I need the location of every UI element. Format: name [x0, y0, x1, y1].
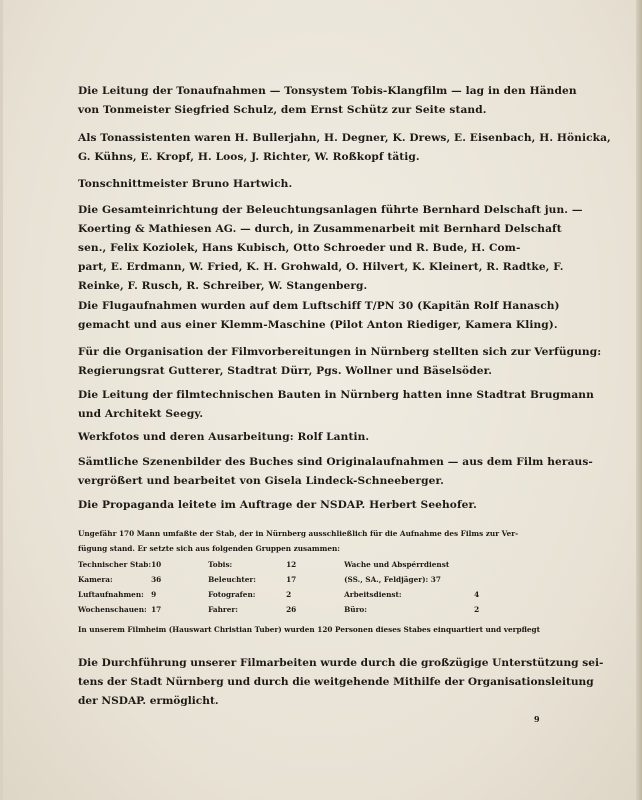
- text-line: Reinke, F. Rusch, R. Schreiber, W. Stangenberg.: [78, 280, 368, 292]
- table-cell: 26: [286, 605, 297, 614]
- table-row: [78, 602, 479, 617]
- paragraph-scene-images: [78, 453, 593, 491]
- paragraph-aerial-shots: [78, 297, 560, 335]
- text-line: Die Flugaufnahmen wurden auf dem Luftschiff T/PN 30 (Kapitän Rolf Hanasch): [78, 300, 560, 312]
- text-line: Für die Organisation der Filmvorbereitungen in Nürnberg stellten sich zur Verfügung:: [78, 346, 602, 358]
- table-cell: 2: [474, 605, 480, 614]
- paragraph-propaganda: [78, 496, 548, 515]
- table-cell: 4: [474, 590, 480, 599]
- paragraph-sound-recording: [78, 82, 577, 120]
- text-line: Die Propaganda leitete im Auftrage der NSDAP. Herbert Seehofer.: [78, 499, 477, 511]
- text-line: Die Gesamteinrichtung der Beleuchtungsanlagen führte Bernhard Delschaft jun. —: [78, 204, 583, 216]
- text-line: Die Durchführung unserer Filmarbeiten wurde durch die großzügige Unterstützung sei-: [78, 657, 604, 669]
- text-line: Die Leitung der Tonaufnahmen — Tonsystem Tobis-Klangfilm — lag in den Händen: [78, 85, 577, 97]
- page-left-edge: [0, 0, 3, 800]
- table-cell: 10: [151, 560, 162, 569]
- paragraph-work-photos: [78, 428, 548, 447]
- table-row: [78, 557, 479, 572]
- table-cell: 36: [151, 575, 162, 584]
- text-line: gemacht und aus einer Klemm-Maschine (Pilot Anton Riediger, Kamera Kling).: [78, 319, 558, 331]
- table-cell: Tobis:: [208, 560, 233, 569]
- table-cell: Wache und Abspérrdienst: [344, 560, 450, 569]
- table-cell: (SS., SA., Feldjäger): 37: [344, 575, 441, 584]
- table-row: [78, 572, 479, 587]
- page-right-edge: [636, 0, 642, 800]
- staff-outro: [78, 622, 548, 637]
- table-cell: Fotografen:: [208, 590, 256, 599]
- text-line: und Architekt Seegy.: [78, 408, 204, 420]
- table-cell: 9: [151, 590, 157, 599]
- table-cell: 12: [286, 560, 297, 569]
- table-row: [78, 587, 479, 602]
- text-line: der NSDAP. ermöglicht.: [78, 695, 219, 707]
- table-cell: Fahrer:: [208, 605, 238, 614]
- text-line: In unserem Filmheim (Hauswart Christian Tuber) wurden 120 Personen dieses Stabes einquartiert und verpflegt: [78, 625, 541, 634]
- closing-paragraph: [78, 654, 604, 711]
- text-line: tens der Stadt Nürnberg und durch die weitgehende Mithilfe der Organisationsleitung: [78, 676, 594, 688]
- text-line: vergrößert und bearbeitet von Gisela Lindeck-Schneeberger.: [78, 475, 444, 487]
- paragraph-sound-editor: [78, 175, 548, 194]
- table-cell: 2: [286, 590, 292, 599]
- staff-table: [78, 557, 479, 617]
- table-cell: [449, 572, 479, 587]
- text-line: part, E. Erdmann, W. Fried, K. H. Grohwald, O. Hilvert, K. Kleinert, R. Radtke, F.: [78, 261, 564, 273]
- text-line: Ungefähr 170 Mann umfaßte der Stab, der in Nürnberg ausschließlich für die Aufnahme des Films zur Ver-: [78, 529, 519, 538]
- text-line: sen., Felix Koziolek, Hans Kubisch, Otto Schroeder und R. Bude, H. Com-: [78, 242, 521, 254]
- paragraph-film-construction: [78, 386, 594, 424]
- table-cell: Arbeitsdienst:: [344, 590, 402, 599]
- table-cell: Beleuchter:: [208, 575, 256, 584]
- table-cell: Luftaufnahmen:: [78, 590, 144, 599]
- paragraph-organisation: [78, 343, 602, 381]
- paragraph-sound-assistants: [78, 129, 611, 167]
- table-cell: [449, 557, 479, 572]
- paragraph-lighting: [78, 201, 583, 296]
- table-cell: Kamera:: [78, 575, 113, 584]
- text-line: Sämtliche Szenenbilder des Buches sind Originalaufnahmen — aus dem Film heraus-: [78, 456, 593, 468]
- text-line: G. Kühns, E. Kropf, H. Loos, J. Richter, W. Roßkopf tätig.: [78, 151, 420, 163]
- table-cell: Technischer Stab:: [78, 560, 152, 569]
- text-line: von Tonmeister Siegfried Schulz, dem Ernst Schütz zur Seite stand.: [78, 104, 487, 116]
- text-line: Die Leitung der filmtechnischen Bauten in Nürnberg hatten inne Stadtrat Brugmann: [78, 389, 594, 401]
- table-cell: Büro:: [344, 605, 367, 614]
- text-line: Regierungsrat Gutterer, Stadtrat Dürr, Pgs. Wollner und Bäselsöder.: [78, 365, 493, 377]
- text-line: Tonschnittmeister Bruno Hartwich.: [78, 178, 293, 190]
- text-line: Als Tonassistenten waren H. Bullerjahn, H. Degner, K. Drews, E. Eisenbach, H. Hönicka,: [78, 132, 611, 144]
- text-line: Koerting & Mathiesen AG. — durch, in Zusammenarbeit mit Bernhard Delschaft: [78, 223, 562, 235]
- text-line: fügung stand. Er setzte sich aus folgenden Gruppen zusammen:: [78, 544, 340, 553]
- table-cell: 17: [151, 605, 162, 614]
- page-number: 9: [534, 714, 540, 724]
- staff-intro: [78, 526, 548, 556]
- table-cell: Wochenschauen:: [78, 605, 147, 614]
- text-line: Werkfotos und deren Ausarbeitung: Rolf Lantin.: [78, 431, 370, 443]
- table-cell: 17: [286, 575, 297, 584]
